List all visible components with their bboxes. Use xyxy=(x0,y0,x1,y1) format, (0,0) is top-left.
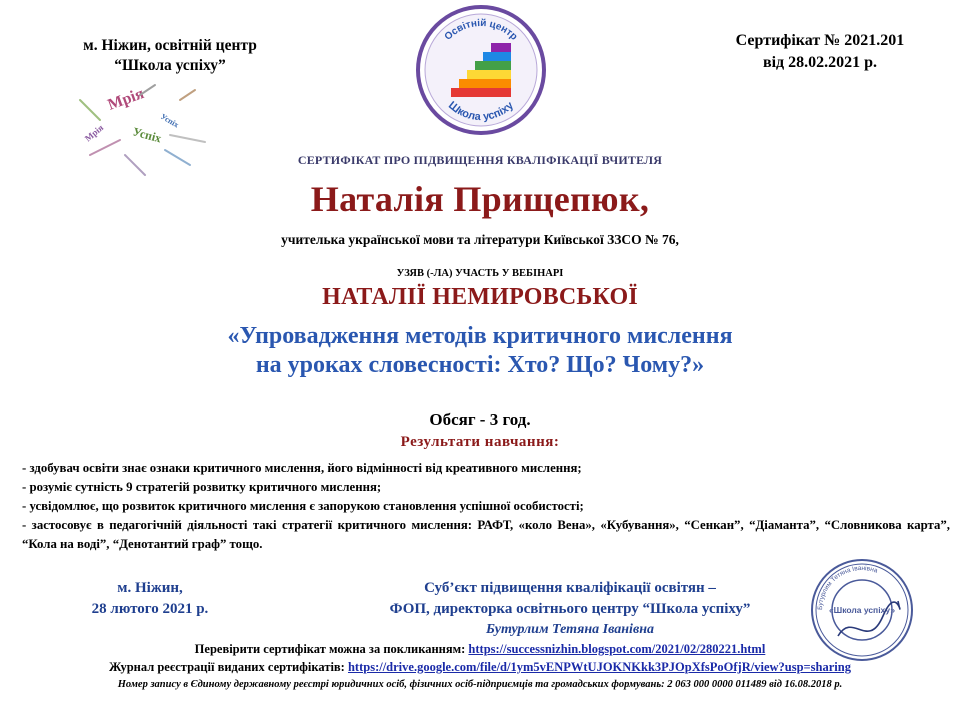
logo-bottom-text: Школа успіху xyxy=(446,99,516,124)
course-volume: Обсяг - 3 год. xyxy=(429,410,531,429)
journal-line xyxy=(0,660,960,675)
wordcloud-word: Мрія xyxy=(82,122,106,144)
webinar-host-name: НАТАЛІЇ НЕМИРОВСЬКОЇ xyxy=(322,284,638,310)
stamp-center-text: «Школа успіху» xyxy=(828,605,896,615)
recipient-role: учителька української мови та літератури Київської ЗЗСО № 76, xyxy=(281,232,679,247)
participation-text: УЗЯВ (-ЛА) УЧАСТЬ У ВЕБІНАРІ xyxy=(396,268,564,279)
webinar-title-line: на уроках словесності: Хто? Що? Чому?» xyxy=(255,352,705,378)
issue-place: м. Ніжин, xyxy=(117,580,183,596)
certificate-number-block xyxy=(700,30,940,74)
results-heading: Результати навчання: xyxy=(400,434,560,450)
issuer-block xyxy=(320,578,820,620)
result-item: - усвідомлює, що розвиток критичного мислення є запорукою становлення успішної особистості; xyxy=(22,499,584,513)
logo-stair-step xyxy=(467,70,511,79)
results-list xyxy=(22,459,950,554)
journal-link[interactable]: https://drive.google.com/file/d/1ym5vENPWtUJOKNKkk3PJOpXfsPoOfjR/view?usp=sharing xyxy=(347,660,851,674)
logo-stair-step xyxy=(459,79,511,88)
result-item: - розуміє сутність 9 стратегій розвитку критичного мислення; xyxy=(22,480,382,494)
issuer-line: ФОП, директорка освітнього центру “Школа успіху” xyxy=(389,601,751,617)
journal-label: Журнал реєстрації виданих сертифікатів: xyxy=(109,660,345,674)
recipient-name: Наталія Прищепюк, xyxy=(310,179,650,219)
school-logo xyxy=(415,4,547,136)
signature-name: Бутурлим Тетяна Іванівна xyxy=(486,622,654,637)
issuer-line: Суб’єкт підвищення кваліфікації освітян – xyxy=(424,580,716,596)
organization-name: “Школа успіху” xyxy=(114,57,226,74)
stamp-ring-text: Бутурлим Тетяна Іванівна xyxy=(816,564,879,611)
logo-stair-step xyxy=(475,61,511,70)
logo-stair-step xyxy=(491,43,511,52)
webinar-title xyxy=(0,322,960,380)
place-date-block xyxy=(50,578,250,620)
organization-block xyxy=(20,36,320,76)
wordcloud-word: Успіх xyxy=(131,124,163,146)
verify-link[interactable]: https://successnizhin.blogspot.com/2021/02/280221.html xyxy=(468,642,766,656)
verify-label: Перевірити сертифікат можна за покликанням: xyxy=(194,642,466,656)
organization-city: м. Ніжин, освітній центр xyxy=(83,37,257,54)
logo-stair-step xyxy=(483,52,511,61)
webinar-title-line: «Упровадження методів критичного мислення xyxy=(227,323,733,349)
wordcloud-word: Успіх xyxy=(159,111,181,130)
registry-number-text: Номер запису в Єдиному державному реєстрі юридичних осіб, фізичних осіб-підприємців та громадських формувань: 2 063 000 0000 011489 від 16.08.2018 р. xyxy=(117,679,843,690)
logo-top-text: Освітній центр xyxy=(442,17,520,43)
wordcloud-word: Мрія xyxy=(105,85,147,114)
result-item: - здобувач освіти знає ознаки критичного мислення, його відмінності від креативного мислення; xyxy=(22,461,582,475)
certificate-date: від 28.02.2021 р. xyxy=(762,54,878,71)
issue-date: 28 лютого 2021 р. xyxy=(91,601,209,617)
logo-stair-step xyxy=(451,88,511,97)
certificate-number: Сертифікат № 2021.201 xyxy=(735,32,905,49)
result-item: - застосовує в педагогічній діяльності такі стратегії критичного мислення: РАФТ, «коло Вена», «Кубування», “Сенкан”, “Діаманта”, “Словникова карта”, “Кола на воді”, “Денотантий граф” тощо. xyxy=(22,518,950,551)
verify-line xyxy=(0,642,960,657)
certificate-heading: СЕРТИФІКАТ ПРО ПІДВИЩЕННЯ КВАЛІФІКАЦІЇ ВЧИТЕЛЯ xyxy=(297,153,663,167)
